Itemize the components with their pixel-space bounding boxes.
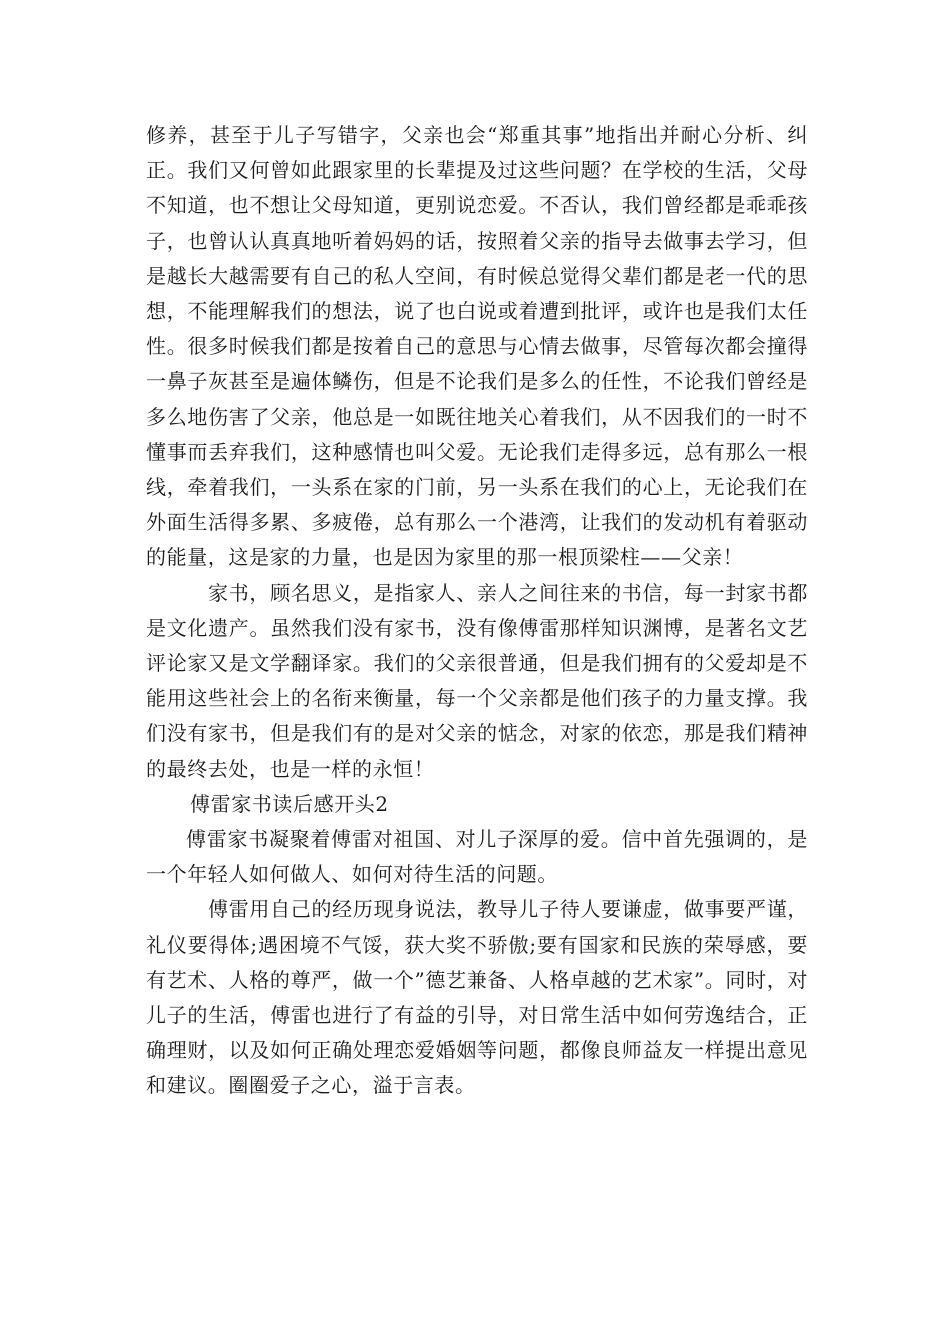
section-title: 傅雷家书读后感开头2 bbox=[190, 791, 389, 816]
body-paragraph-3: 傅雷家书凝聚着傅雷对祖国、对儿子深厚的爱。信中首先强调的，是一个年轻人如何做人、如何对待生活的问题。 bbox=[146, 827, 808, 887]
body-paragraph-4: 傅雷用自己的经历现身说法，教导儿子待人要谦虚，做事要严谨，礼仪要得体;遇困境不气馁，获大奖不骄傲;要有国家和民族的荣辱感，要有艺术、人格的尊严，做一个”德艺兼备、人格卓越的艺术家”。同时，对儿子的生活，傅雷也进行了有益的引导，对日常生活中如何劳逸结合，正确理财，以及如何正确处理恋爱婚姻等问题，都像良师益友一样提出意见和建议。圈圈爱子之心，溢于言表。 bbox=[146, 897, 808, 1098]
body-paragraph-1: 修养，甚至于儿子写错字，父亲也会“郑重其事”地指出并耐心分析、纠正。我们又何曾如此跟家里的长辈提及过这些问题？在学校的生活，父母不知道，也不想让父母知道，更别说恋爱。不否认，我们曾经都是乖乖孩子，也曾认认真真地听着妈妈的话，按照着父亲的指导去做事去学习，但是越长大越需要有自己的私人空间，有时候总觉得父辈们都是老一代的思想，不能理解我们的想法，说了也白说或着遭到批评，或许也是我们太任性。很多时候我们都是按着自己的意思与心情去做事，尽管每次都会撞得一鼻子灰甚至是遍体鳞伤，但是不论我们是多么的任性，不论我们曾经是多么地伤害了父亲，他总是一如既往地关心着我们，从不因我们的一时不懂事而丢弃我们，这种感情也叫父爱。无论我们走得多远，总有那么一根线，牵着我们，一头系在家的门前，另一头系在我们的心上，无论我们在外面生活得多累、多疲倦，总有那么一个港湾，让我们的发动机有着驱动的能量，这是家的力量，也是因为家里的那一根顶梁柱——父亲！ bbox=[146, 123, 808, 570]
body-paragraph-2: 家书，顾名思义，是指家人、亲人之间往来的书信，每一封家书都是文化遗产。虽然我们没有家书，没有像傅雷那样知识渊博，是著名文艺评论家又是文学翻译家。我们的父亲很普通，但是我们拥有的父爱却是不能用这些社会上的名衔来衡量，每一个父亲都是他们孩子的力量支撑。我们没有家书，但是我们有的是对父亲的惦念，对家的依恋，那是我们精神的最终去处，也是一样的永恒！ bbox=[146, 580, 808, 781]
document-page bbox=[146, 118, 808, 1104]
